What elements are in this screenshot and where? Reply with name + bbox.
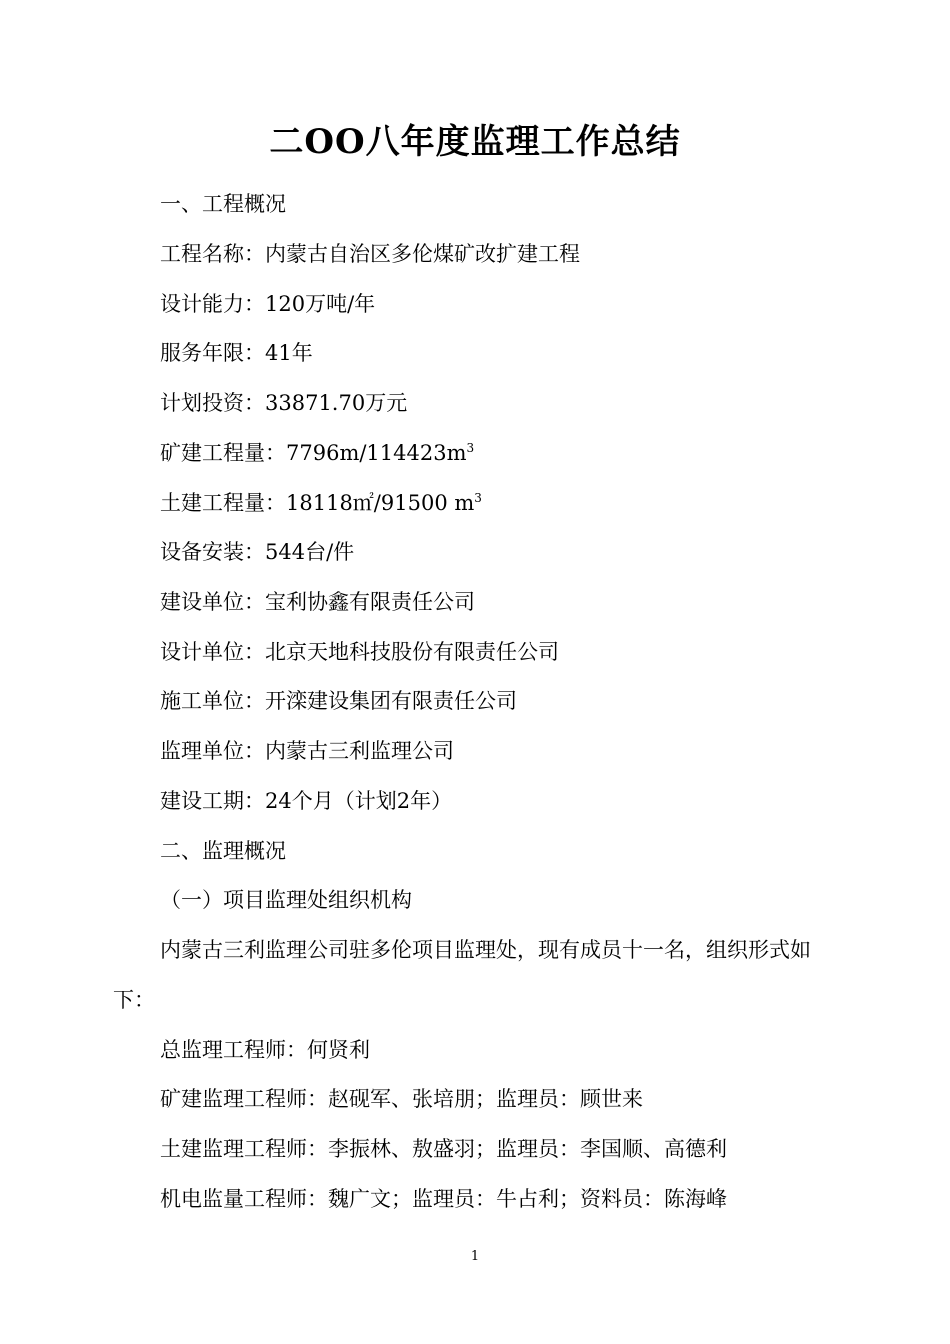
- section-heading-overview: 一、工程概况: [160, 192, 286, 216]
- construction-period-line: 建设工期：24个月（计划2年）: [160, 789, 453, 813]
- page-number: 1: [470, 1249, 480, 1264]
- design-capacity-line: 设计能力：120万吨/年: [160, 292, 376, 316]
- mine-works-superscript: 3: [466, 441, 475, 455]
- civil-works-text: 土建工程量：18118㎡/91500 m: [160, 491, 475, 515]
- document-title: 二OO八年度监理工作总结: [269, 122, 681, 162]
- planned-investment-line: 计划投资：33871.70万元: [160, 391, 408, 415]
- mine-works-line: [160, 438, 474, 468]
- client-unit-line: 建设单位：宝利协鑫有限责任公司: [160, 590, 475, 614]
- mine-works-text: 矿建工程量：7796m/114423m: [160, 441, 467, 465]
- civil-engineers-line: 土建监理工程师：李振林、敖盛羽；监理员：李国顺、高德利: [160, 1137, 727, 1161]
- service-life-line: 服务年限：41年: [160, 341, 313, 365]
- civil-works-line: [160, 488, 482, 518]
- supervision-unit-line: 监理单位：内蒙古三利监理公司: [160, 739, 454, 763]
- chief-engineer-line: 总监理工程师：何贤利: [160, 1038, 370, 1062]
- equipment-install-line: 设备安装：544台/件: [160, 540, 355, 564]
- project-name-line: 工程名称：内蒙古自治区多伦煤矿改扩建工程: [160, 242, 580, 266]
- section-heading-supervision: 二、监理概况: [160, 839, 286, 863]
- design-unit-line: 设计单位：北京天地科技股份有限责任公司: [160, 640, 559, 664]
- org-paragraph-line1: 内蒙古三利监理公司驻多伦项目监理处，现有成员十一名，组织形式如: [160, 938, 811, 962]
- subsection-heading-organization: （一）项目监理处组织机构: [160, 888, 412, 912]
- mech-engineers-line: 机电监量工程师：魏广文；监理员：牛占利；资料员：陈海峰: [160, 1187, 727, 1211]
- civil-works-superscript: 3: [474, 491, 482, 505]
- org-paragraph-line2: 下：: [113, 988, 155, 1012]
- construction-unit-line: 施工单位：开滦建设集团有限责任公司: [160, 689, 517, 713]
- mine-engineers-line: 矿建监理工程师：赵砚军、张培朋；监理员：顾世来: [160, 1087, 643, 1111]
